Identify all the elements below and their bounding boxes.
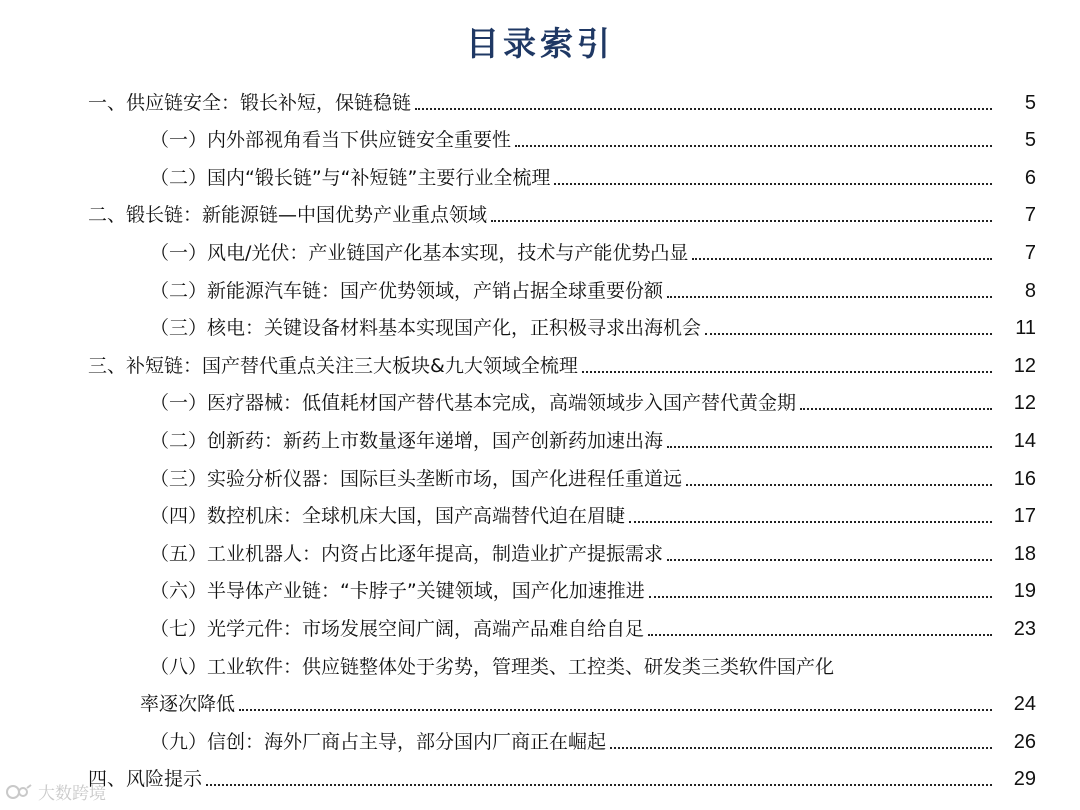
toc-entry[interactable] [0,228,1080,266]
toc-entry-label: （三）实验分析仪器：国际巨头垄断市场，国产化进程任重道远 [150,467,683,490]
toc-entry[interactable] [0,755,1080,793]
dot-leader [667,296,992,298]
toc-page-number: 17 [1013,505,1036,528]
toc-entry[interactable] [0,153,1080,191]
dot-leader [649,596,992,598]
toc-page-number: 12 [1013,354,1036,377]
toc-page-number: 18 [1013,542,1036,565]
toc-entry[interactable] [0,604,1080,642]
toc-entry[interactable] [0,454,1080,492]
toc-entry-label: （一）内外部视角看当下供应链安全重要性 [150,129,512,152]
toc-entry-label: （二）国内“锻长链”与“补短链”主要行业全梳理 [150,166,551,189]
toc-page-number: 8 [1024,279,1036,302]
toc-page-number: 23 [1013,617,1036,640]
toc-page-number: 19 [1013,580,1036,603]
dot-leader [648,634,992,636]
toc-entry-label: 四、风险提示 [88,768,203,791]
toc-page-number: 11 [1015,317,1036,340]
toc-entry-label: （九）信创：海外厂商占主导，部分国内厂商正在崛起 [150,730,607,753]
toc-page-number: 26 [1013,730,1036,753]
toc-entry[interactable] [0,642,1080,717]
dot-leader [582,371,992,373]
toc-entry-label: （五）工业机器人：内资占比逐年提高，制造业扩产提振需求 [150,542,664,565]
toc-entry-label-continued: 率逐次降低 [140,692,236,715]
toc-entry[interactable] [0,379,1080,417]
dot-leader [686,484,992,486]
toc-entry-continuation [140,681,1080,717]
dot-leader [800,408,992,410]
toc-entry-label: 一、供应链安全：锻长补短，保链稳链 [88,91,412,114]
toc-entry-label: 二、锻长链：新能源链—中国优势产业重点领域 [88,204,488,227]
toc-entry-label: 三、补短链：国产替代重点关注三大板块&九大领域全梳理 [88,354,578,377]
dot-leader [667,559,992,561]
toc-entry[interactable] [0,529,1080,567]
table-of-contents [0,78,1080,792]
toc-entry-label: （七）光学元件：市场发展空间广阔，高端产品难自给自足 [150,617,645,640]
toc-entry[interactable] [0,116,1080,154]
toc-page-number: 6 [1024,166,1036,189]
toc-entry-label: （三）核电：关键设备材料基本实现国产化，正积极寻求出海机会 [150,317,702,340]
toc-page-number: 7 [1024,204,1036,227]
toc-entry[interactable] [0,416,1080,454]
toc-entry-label: （一）医疗器械：低值耗材国产替代基本完成，高端领域步入国产替代黄金期 [150,392,797,415]
brand-logo-icon [6,783,32,801]
dot-leader [610,747,992,749]
watermark [6,779,106,804]
dot-leader [667,446,992,448]
toc-page-number: 24 [1013,692,1036,715]
dot-leader [692,258,992,260]
watermark-text: 大数跨境 [38,784,106,804]
toc-entry[interactable] [0,567,1080,605]
dot-leader [629,521,992,523]
toc-page-number: 14 [1013,429,1036,452]
dot-leader [239,709,992,711]
toc-entry-label: （四）数控机床：全球机床大国，国产高端替代迫在眉睫 [150,505,626,528]
toc-entry-label: （一）风电/光伏：产业链国产化基本实现，技术与产能优势凸显 [150,241,689,264]
toc-page-number: 16 [1013,467,1036,490]
toc-entry[interactable] [0,717,1080,755]
dot-leader [415,108,992,110]
toc-entry-label: （八）工业软件：供应链整体处于劣势，管理类、工控类、研发类三类软件国产化 [150,655,835,678]
dot-leader [515,145,992,147]
toc-entry-label: （六）半导体产业链：“卡脖子”关键领域，国产化加速推进 [150,580,645,603]
toc-page-number: 12 [1013,392,1036,415]
toc-entry-label: （二）新能源汽车链：国产优势领域，产销占据全球重要份额 [150,279,664,302]
dot-leader [705,333,992,335]
toc-page-number: 5 [1024,91,1036,114]
toc-page-number: 7 [1024,241,1036,264]
toc-entry[interactable] [0,191,1080,229]
toc-entry[interactable] [0,304,1080,342]
toc-entry[interactable] [0,492,1080,530]
toc-page-number: 29 [1013,768,1036,791]
dot-leader [491,220,992,222]
dot-leader [206,784,992,786]
toc-entry[interactable] [0,78,1080,116]
toc-entry[interactable] [0,341,1080,379]
page-title: 目录索引 [466,24,614,63]
toc-entry[interactable] [0,266,1080,304]
dot-leader [554,183,992,185]
toc-page-number: 5 [1024,129,1036,152]
toc-entry-label: （二）创新药：新药上市数量逐年递增，国产创新药加速出海 [150,429,664,452]
